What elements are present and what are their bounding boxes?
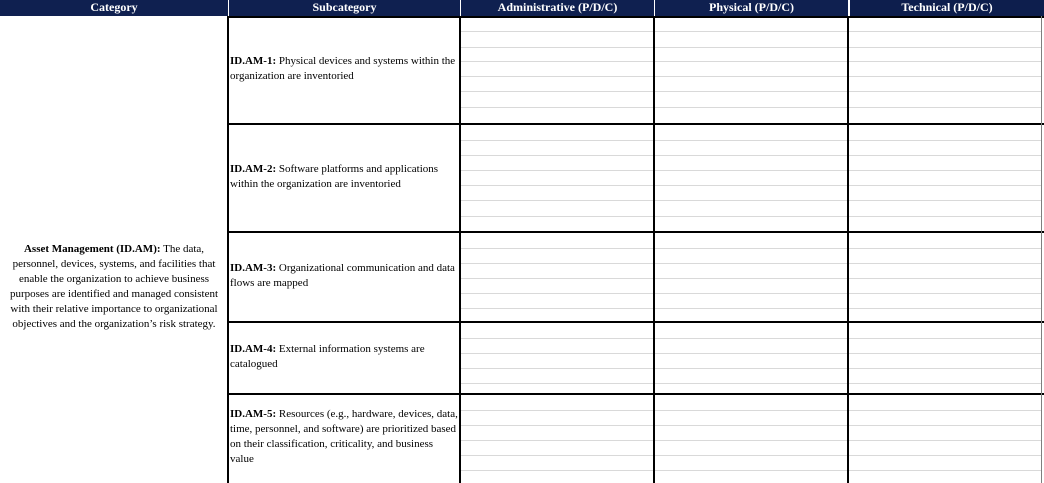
column-border — [459, 16, 461, 483]
column-border — [227, 16, 229, 483]
grid-line — [461, 216, 1041, 217]
grid-line — [461, 61, 1041, 62]
subcategory-cell-id-am-4[interactable] — [230, 342, 458, 372]
grid-line — [461, 76, 1041, 77]
subcategory-id: ID.AM-1: — [230, 55, 277, 67]
grid-line — [461, 353, 1041, 354]
subcategory-cell-id-am-1[interactable] — [230, 54, 458, 84]
header-technical[interactable]: Technical (P/D/C) — [848, 0, 1044, 16]
subcategory-text: Organizational communication and data flows are mapped — [230, 262, 455, 289]
row-border — [228, 321, 1044, 323]
subcategory-cell-id-am-5[interactable] — [230, 407, 458, 467]
grid-line — [461, 31, 1041, 32]
row-border — [228, 393, 1044, 395]
column-border — [847, 16, 849, 483]
grid-line — [461, 263, 1041, 264]
grid-line — [461, 338, 1041, 339]
column-border — [653, 16, 655, 483]
grid-line — [461, 200, 1041, 201]
header-subcategory[interactable]: Subcategory — [228, 0, 460, 16]
grid-line — [461, 308, 1041, 309]
row-border — [228, 231, 1044, 233]
grid-line — [461, 248, 1041, 249]
header-administrative[interactable]: Administrative (P/D/C) — [460, 0, 654, 16]
grid-line — [461, 140, 1041, 141]
column-border — [1041, 16, 1042, 483]
subcategory-id: ID.AM-3: — [230, 262, 277, 274]
grid-line — [461, 107, 1041, 108]
grid-line — [461, 155, 1041, 156]
subcategory-cell-id-am-3[interactable] — [230, 261, 458, 291]
grid-line — [461, 278, 1041, 279]
subcategory-text: External information systems are catalogued — [230, 343, 425, 370]
row-border — [228, 16, 1044, 18]
subcategory-text: Physical devices and systems within the organization are inventoried — [230, 55, 456, 82]
grid-line — [461, 455, 1041, 456]
grid-line — [461, 368, 1041, 369]
grid-line — [461, 91, 1041, 92]
subcategory-cell-id-am-2[interactable] — [230, 162, 458, 192]
grid-line — [461, 425, 1041, 426]
grid-line — [461, 410, 1041, 411]
category-title: Asset Management (ID.AM): — [23, 243, 161, 255]
subcategory-text: Resources (e.g., hardware, devices, data, time, personnel, and software) are prioritized based on their classification, criticality, and business value — [230, 408, 458, 465]
header-category[interactable]: Category — [0, 0, 228, 16]
grid-line — [461, 470, 1041, 471]
subcategory-id: ID.AM-4: — [230, 343, 277, 355]
category-description: The data, personnel, devices, systems, and facilities that enable the organization to achieve business purposes are identified and managed consistent with their relative importance to organizational objectives and the organization’s risk strategy. — [9, 243, 219, 330]
header-physical[interactable]: Physical (P/D/C) — [654, 0, 848, 16]
grid-line — [461, 293, 1041, 294]
subcategory-id: ID.AM-2: — [230, 163, 277, 175]
subcategory-text: Software platforms and applications within the organization are inventoried — [230, 163, 439, 190]
grid-line — [461, 185, 1041, 186]
grid-line — [461, 170, 1041, 171]
category-cell[interactable] — [2, 242, 226, 332]
grid-line — [461, 440, 1041, 441]
grid-line — [461, 47, 1041, 48]
subcategory-id: ID.AM-5: — [230, 408, 277, 420]
grid-line — [461, 383, 1041, 384]
row-border — [228, 123, 1044, 125]
